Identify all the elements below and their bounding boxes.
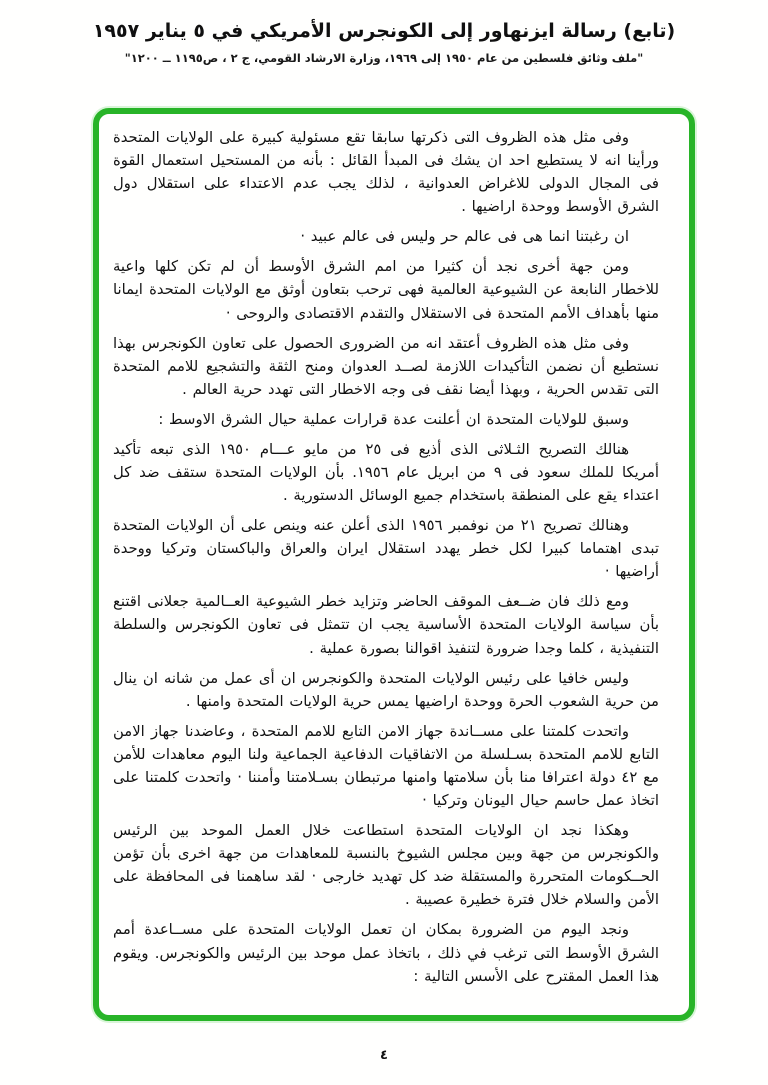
body-paragraph: ان رغبتنا انما هى فى عالم حر وليس فى عالم عبيد · — [300, 228, 629, 246]
body-paragraph: ومن جهة أخرى نجد أن كثيرا من امم الشرق الأوسط أن لم تكن كلها واعية للاخطار النابعة عن الشيوعية العالمية فهى ترحب بتعاون أوثق مع الولايات المتحدة ايمانا منها بأهداف الأمم المتحدة فى الاستقلال والتقدم الاقتصادى والروحى · — [113, 258, 659, 322]
body-paragraph: وليس خافيا على رئيس الولايات المتحدة والكونجرس ان أى عمل من شانه ان ينال من حرية الشعوب الحرة ووحدة اراضيها يمس حرية الولايات المتحدة وامنها . — [113, 669, 659, 710]
body-paragraph: واتحدت كلمتنا على مســاندة جهاز الامن التابع للامم المتحدة ، وعاضدنا جهاز الامن التابع للامم المتحدة بسـلسلة من الاتفاقيات الدفاعية الجماعية ولنا اليوم معاهدات للأمن مع ٤٢ دولة اعترافا منا بأن سلامتها وامنها مرتبطان بسـلامتنا وأمننا · واتحدت كلمتنا على اتخاذ عمل حاسم حيال اليونان وتركيا · — [113, 722, 659, 810]
document-source-citation: "ملف وثائق فلسطين من عام ١٩٥٠ إلى ١٩٦٩، وزارة الارشاد القومي، ج ٢ ، ص١١٩٥ ــ ١٢٠٠" — [124, 51, 644, 65]
body-paragraph: وفى مثل هذه الظروف أعتقد انه من الضرورى الحصول على تعاون الكونجرس بهذا نستطيع أن نضمن التأكيدات اللازمة لصــد العدوان ومنح الثقة والتشجيع للامم المتحدة التى تقدس الحرية ، وبهذا أيضا نقف فى وجه الاخطار التى تهدد حرية العالم . — [113, 334, 659, 398]
document-title: (تابع) رسالة ايزنهاور إلى الكونجرس الأمريكي في ٥ يناير ١٩٥٧ — [92, 20, 676, 42]
body-paragraph: وهنالك تصريح ٢١ من نوفمبر ١٩٥٦ الذى أعلن عنه وينص على أن الولايات المتحدة تبدى اهتماما كبيرا لكل خطر يهدد استقلال ايران والعراق والباكستان وتركيا ووحدة أراضيها · — [113, 517, 659, 581]
body-paragraph: وهكذا نجد ان الولايات المتحدة استطاعت خلال العمل الموحد بين الرئيس والكونجرس من جهة وبين مجلس الشيوخ بالنسبة للمعاهدات من جهة اخرى بأن تؤمن الحــكومات المتحررة والمستقلة ضد كل تهديد خارجى · لقد ساهمنا فى المحافظة على الأمن والسلام خلال فترة خطيرة عصيبة . — [113, 822, 659, 909]
document-header — [0, 20, 768, 65]
body-paragraph: وفى مثل هذه الظروف التى ذكرتها سابقا تقع مسئولية كبيرة على الولايات المتحدة ورأينا انه لا يستطيع احد ان يشك فى المبدأ القائل : بأنه من المستحيل استعمال القوة فى المجال الدولى للاغراض العدوانية ، لذلك يجب عدم الاعتداء على استقلال دول الشرق الأوسط ووحدة اراضيها . — [113, 129, 659, 216]
body-paragraph: هنالك التصريح الثـلاثى الذى أذيع فى ٢٥ من مايو عـــام ١٩٥٠ الذى تبعه تأكيد أمريكا للملك سعود فى ٩ من ابريل عام ١٩٥٦. بأن الولايات المتحدة ستقف ضد كل اعتداء يقع على المنطقة باستخدام جميع الوسائل الدستورية . — [113, 440, 659, 505]
body-paragraph: ومع ذلك فان ضــعف الموقف الحاضر وتزايد خطر الشيوعية العــالمية جعلانى اقتنع بأن سياسة الولايات المتحدة الأساسية يجب ان تتمثل فى تعاون الكونجرس والسلطة التنفيذية ، كلما وجدا ضرورة لتنفيذ اقوالنا بصورة عملية . — [113, 593, 659, 657]
body-paragraph: وسبق للولايات المتحدة ان أعلنت عدة قرارات عملية حيال الشرق الاوسط : — [158, 410, 629, 428]
green-border-text-frame — [93, 108, 695, 1021]
body-paragraph: ونجد اليوم من الضرورة بمكان ان تعمل الولايات المتحدة على مســاعدة أمم الشرق الأوسط التى ترغب في ذلك ، باتخاذ عمل موحد بين الرئيس والكونجرس. ويقوم هذا العمل المقترح على الأسس التالية : — [113, 921, 659, 985]
page-number: ٤ — [380, 1048, 388, 1063]
